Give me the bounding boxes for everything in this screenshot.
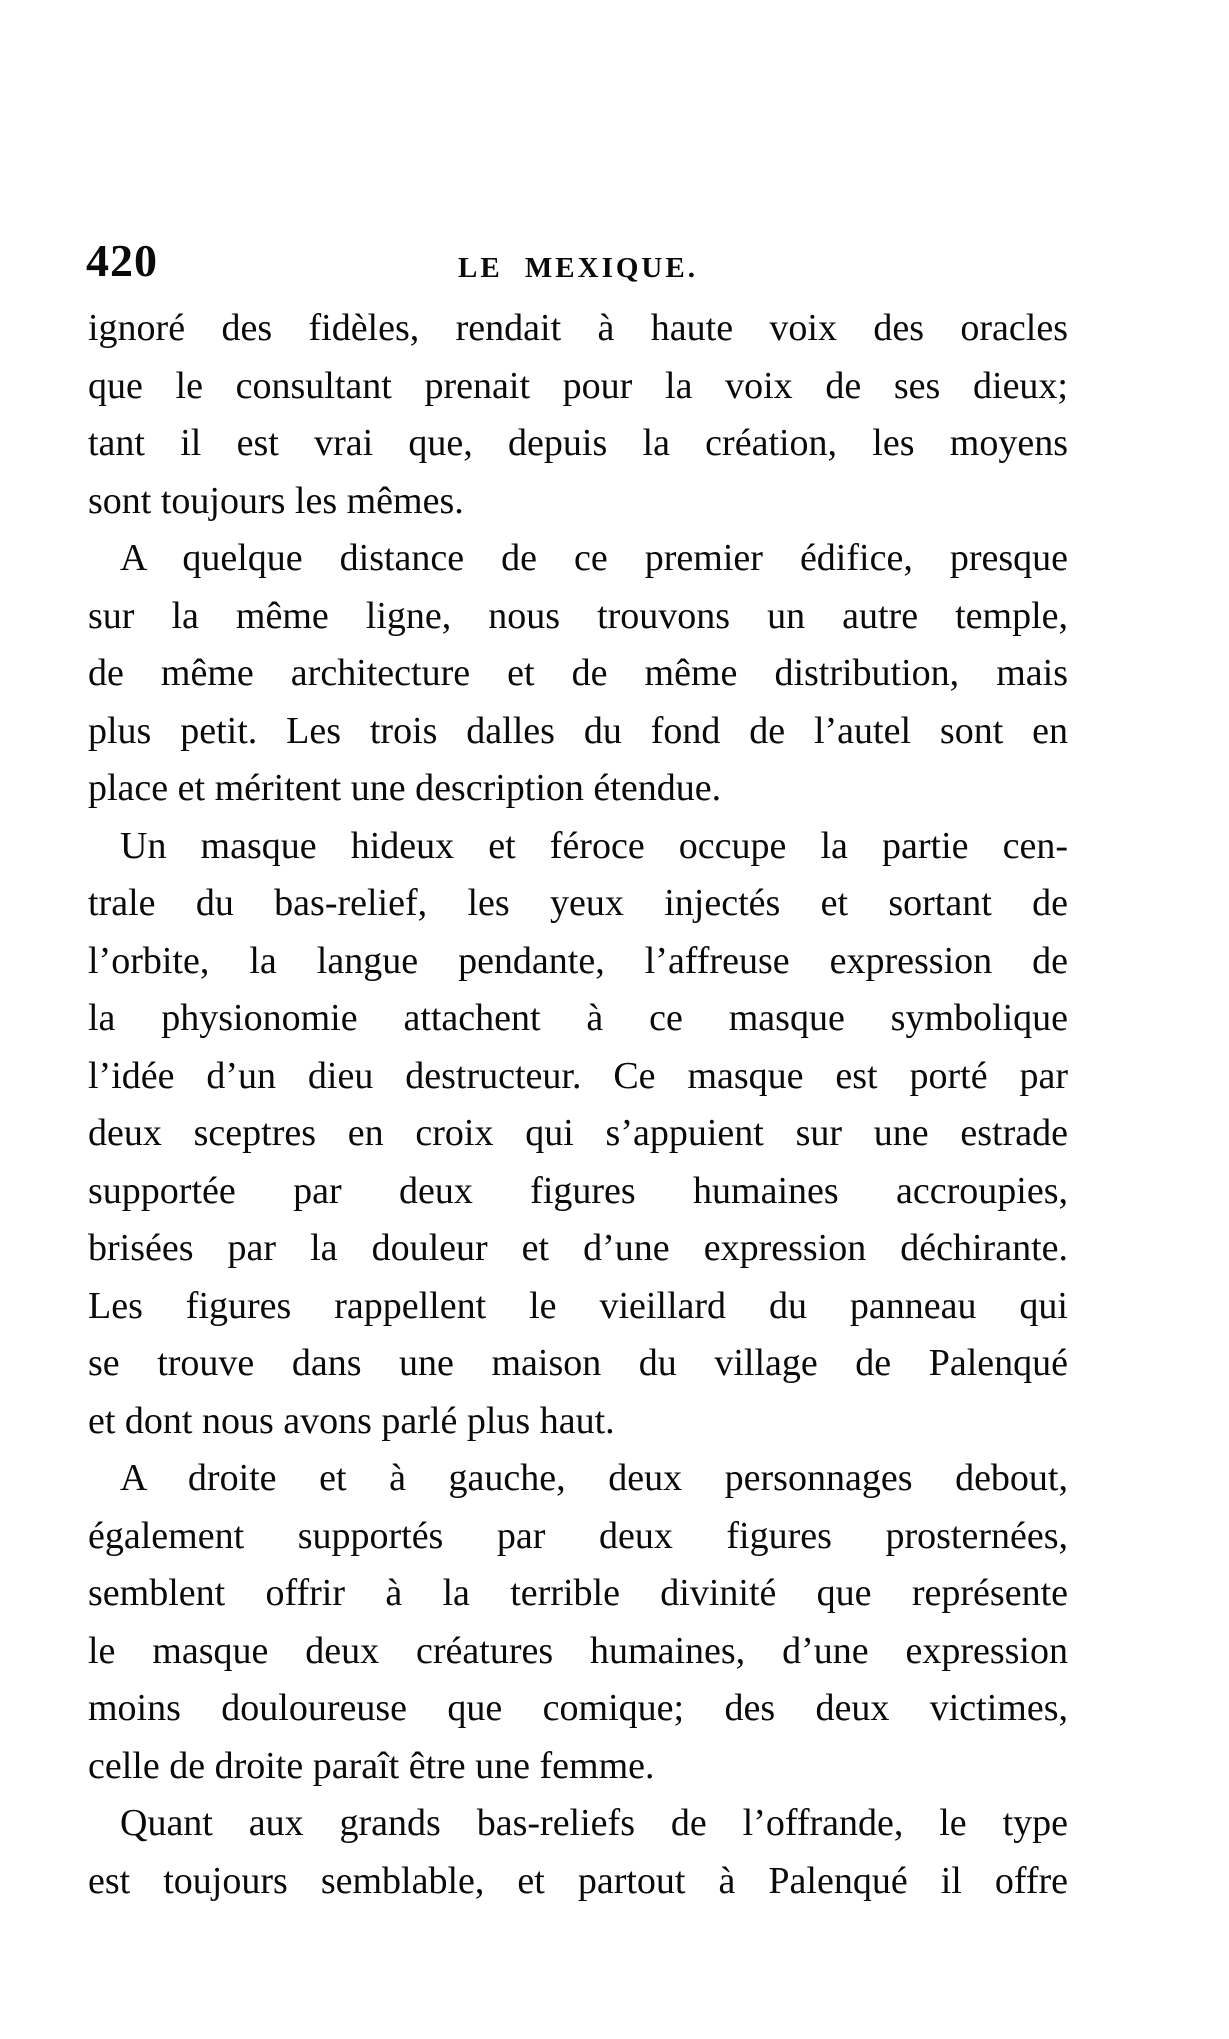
text-line: sur la même ligne, nous trouvons un autre temple,	[88, 594, 1068, 637]
text-line: ignoré des fidèles, rendait à haute voix des oracles	[88, 307, 1068, 349]
text-line: l’idée d’un dieu destructeur. Ce masque est porté par	[88, 1054, 1068, 1097]
text-line: trale du bas-relief, les yeux injectés et sortant de	[88, 882, 1068, 924]
text-line: Les figures rappellent le vieillard du panneau qui	[88, 1284, 1068, 1327]
page-number: 420	[86, 235, 158, 286]
text-line: supportée par deux figures humaines accroupies,	[88, 1169, 1068, 1212]
text-line: tant il est vrai que, depuis la création, les moyens	[88, 422, 1068, 464]
text-line: que le consultant prenait pour la voix de ses dieux;	[88, 364, 1068, 407]
text-line: l’orbite, la langue pendante, l’affreuse expression de	[88, 939, 1068, 982]
text-line: plus petit. Les trois dalles du fond de l’autel sont en	[88, 709, 1068, 752]
text-line: le masque deux créatures humaines, d’une expression	[88, 1629, 1068, 1672]
text-line: place et méritent une description étendue.	[88, 767, 722, 809]
text-line: la physionomie attachent à ce masque symbolique	[88, 997, 1068, 1039]
text-line: A droite et à gauche, deux personnages debout,	[120, 1457, 1068, 1499]
page-body	[88, 300, 1068, 1910]
text-line: celle de droite paraît être une femme.	[88, 1744, 655, 1787]
text-line: sont toujours les mêmes.	[88, 479, 464, 522]
text-line: A quelque distance de ce premier édifice, presque	[120, 537, 1068, 579]
text-line: moins douloureuse que comique; des deux victimes,	[88, 1687, 1068, 1729]
text-line: se trouve dans une maison du village de Palenqué	[88, 1342, 1068, 1384]
text-line: et dont nous avons parlé plus haut.	[88, 1399, 615, 1442]
text-line: est toujours semblable, et partout à Palenqué il offre	[88, 1859, 1068, 1902]
text-line: brisées par la douleur et d’une expression déchirante.	[88, 1227, 1068, 1269]
text-line: également supportés par deux figures prosternées,	[88, 1514, 1068, 1557]
text-line: deux sceptres en croix qui s’appuient sur une estrade	[88, 1112, 1068, 1154]
text-line: de même architecture et de même distribution, mais	[88, 652, 1068, 694]
text-line: Un masque hideux et féroce occupe la partie cen-	[120, 824, 1068, 867]
text-line: semblent offrir à la terrible divinité que représente	[88, 1572, 1068, 1614]
running-title: LE MEXIQUE.	[458, 252, 698, 284]
text-line: Quant aux grands bas-reliefs de l’offrande, le type	[120, 1802, 1068, 1844]
